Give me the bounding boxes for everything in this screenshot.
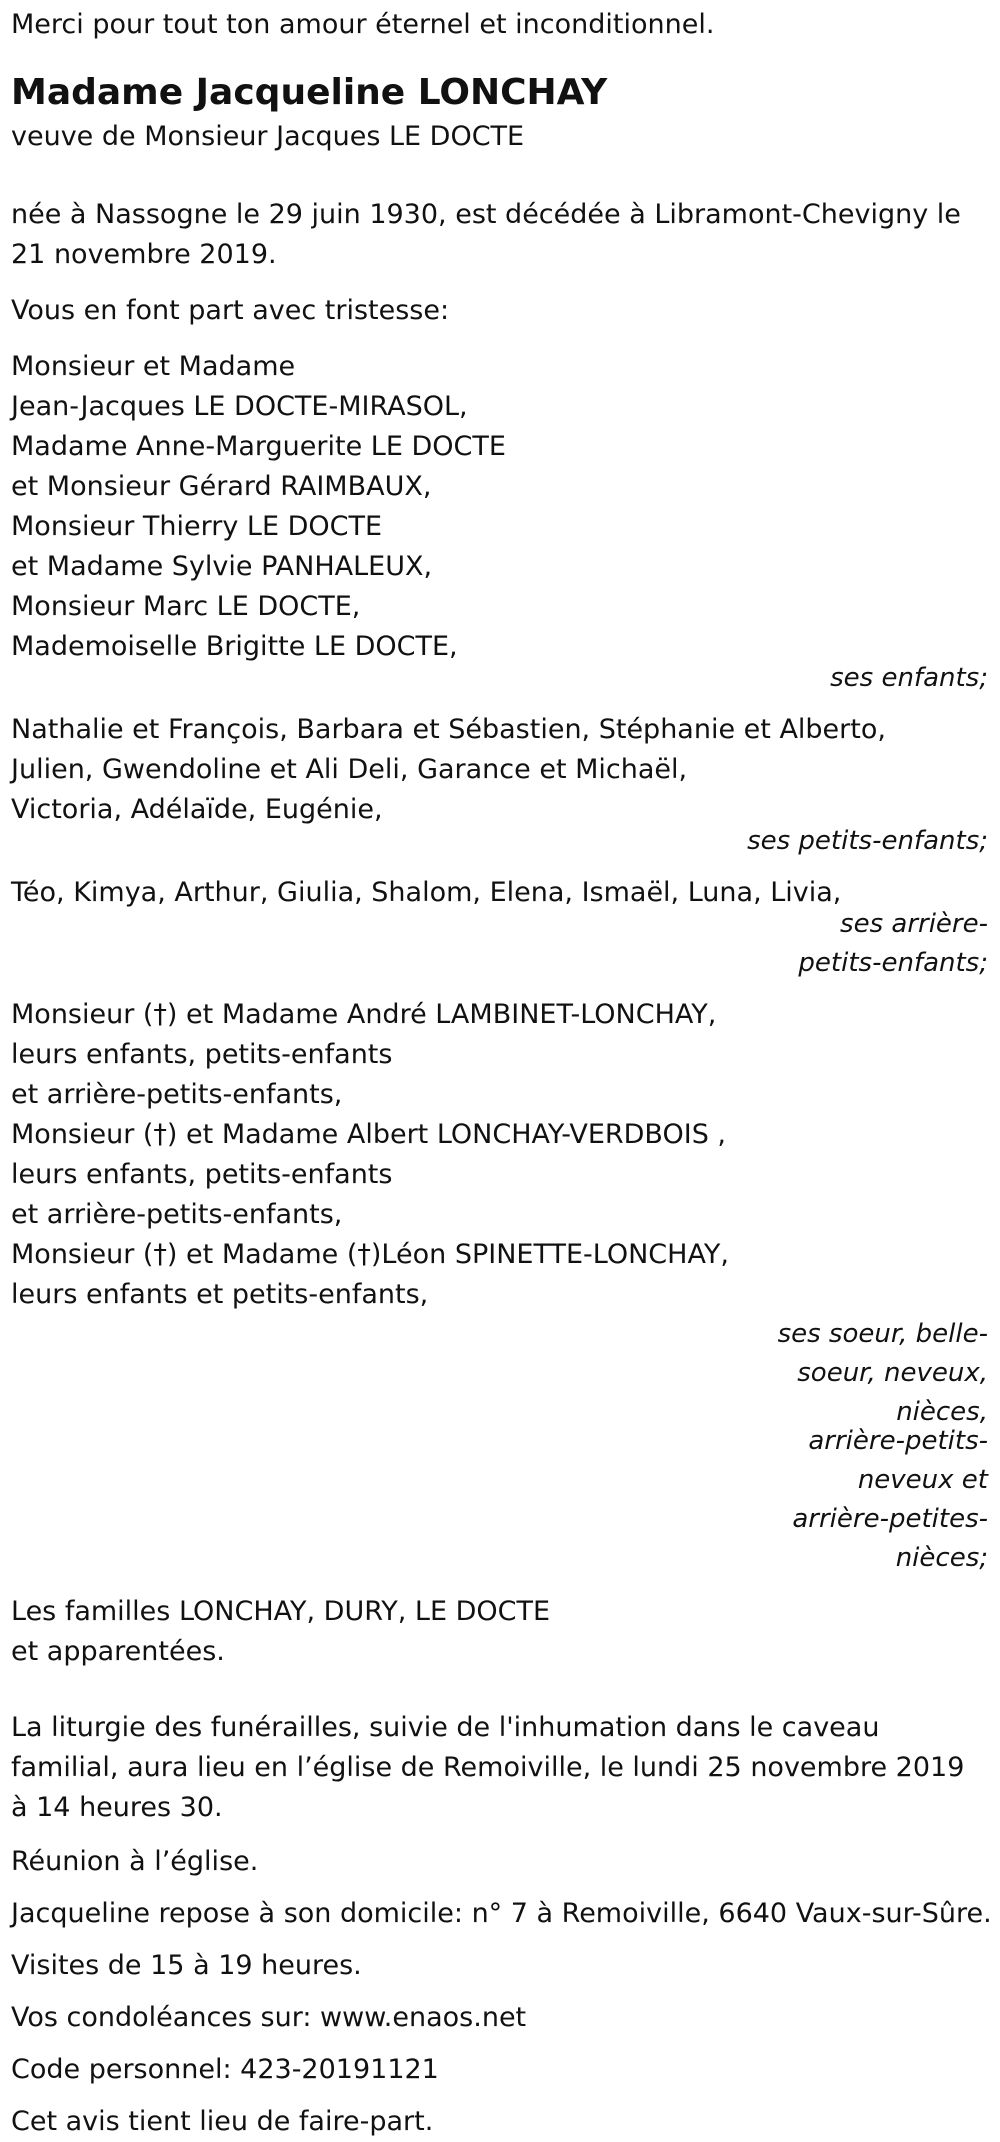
children-line: Monsieur Marc LE DOCTE, xyxy=(11,591,361,622)
intro-text: Merci pour tout ton amour éternel et inconditionnel. xyxy=(11,9,715,40)
grandchildren-role: ses petits-enfants; xyxy=(747,826,988,856)
children-line: Monsieur Thierry LE DOCTE xyxy=(11,511,383,542)
siblings-line: leurs enfants, petits-enfants xyxy=(11,1039,393,1070)
condolences-text: Vos condoléances sur: www.enaos.net xyxy=(11,2002,527,2033)
siblings-role-1: ses soeur, belle-soeur, neveux, nièces, xyxy=(777,1319,988,1427)
great-grandchildren-line: Téo, Kimya, Arthur, Giulia, Shalom, Elena, Ismaël, Luna, Livia, xyxy=(11,877,842,908)
code-text: Code personnel: 423-20191121 xyxy=(11,2054,439,2085)
siblings-line: leurs enfants, petits-enfants xyxy=(11,1159,393,1190)
families-section xyxy=(11,1592,988,1672)
widow-of: veuve de Monsieur Jacques LE DOCTE xyxy=(11,121,525,152)
meeting-text: Réunion à l’église. xyxy=(11,1846,259,1877)
families-line: Les familles LONCHAY, DURY, LE DOCTE xyxy=(11,1596,551,1627)
children-line: et Monsieur Gérard RAIMBAUX, xyxy=(11,471,432,502)
families-line: et apparentées. xyxy=(11,1636,225,1667)
birth-death-text: née à Nassogne le 29 juin 1930, est décédée à Libramont-Chevigny le 21 novembre 2019. xyxy=(11,199,961,270)
siblings-line: et arrière-petits-enfants, xyxy=(11,1199,343,1230)
siblings-line: Monsieur (†) et Madame (†)Léon SPINETTE-LONCHAY, xyxy=(11,1239,729,1270)
grandchildren-line: Julien, Gwendoline et Ali Deli, Garance et Michaël, xyxy=(11,754,688,785)
children-line: et Madame Sylvie PANHALEUX, xyxy=(11,551,433,582)
children-role: ses enfants; xyxy=(830,663,988,693)
children-line: Madame Anne-Marguerite LE DOCTE xyxy=(11,431,506,462)
siblings-line: leurs enfants et petits-enfants, xyxy=(11,1279,429,1310)
grandchildren-line: Victoria, Adélaïde, Eugénie, xyxy=(11,794,383,825)
children-line: Monsieur et Madame xyxy=(11,351,296,382)
funeral-text: La liturgie des funérailles, suivie de l'inhumation dans le caveau familial, aura lieu en l’église de Remoiville, le lundi 25 novembre 2019 à 14 heures 30. xyxy=(11,1712,965,1823)
rest-text: Jacqueline repose à son domicile: n° 7 à Remoiville, 6640 Vaux-sur-Sûre. xyxy=(11,1898,992,1929)
visits-text: Visites de 15 à 19 heures. xyxy=(11,1950,362,1981)
children-line: Jean-Jacques LE DOCTE-MIRASOL, xyxy=(11,391,468,422)
children-section xyxy=(11,347,988,698)
siblings-line: Monsieur (†) et Madame Albert LONCHAY-VERDBOIS , xyxy=(11,1119,726,1150)
siblings-role-2: arrière-petits-neveux et arrière-petites-nièces; xyxy=(792,1426,988,1573)
siblings-line: et arrière-petits-enfants, xyxy=(11,1079,343,1110)
siblings-line: Monsieur (†) et Madame André LAMBINET-LONCHAY, xyxy=(11,999,717,1030)
announce-text: Vous en font part avec tristesse: xyxy=(11,295,450,326)
grandchildren-section xyxy=(11,710,988,861)
great-grandchildren-section xyxy=(11,873,988,983)
grandchildren-line: Nathalie et François, Barbara et Sébastien, Stéphanie et Alberto, xyxy=(11,714,886,745)
deceased-name: Madame Jacqueline LONCHAY xyxy=(11,72,608,113)
notice-text: Cet avis tient lieu de faire-part. xyxy=(11,2106,434,2137)
siblings-section xyxy=(11,995,988,1578)
children-line: Mademoiselle Brigitte LE DOCTE, xyxy=(11,631,458,662)
great-grandchildren-role: ses arrière-petits-enfants; xyxy=(798,909,988,978)
